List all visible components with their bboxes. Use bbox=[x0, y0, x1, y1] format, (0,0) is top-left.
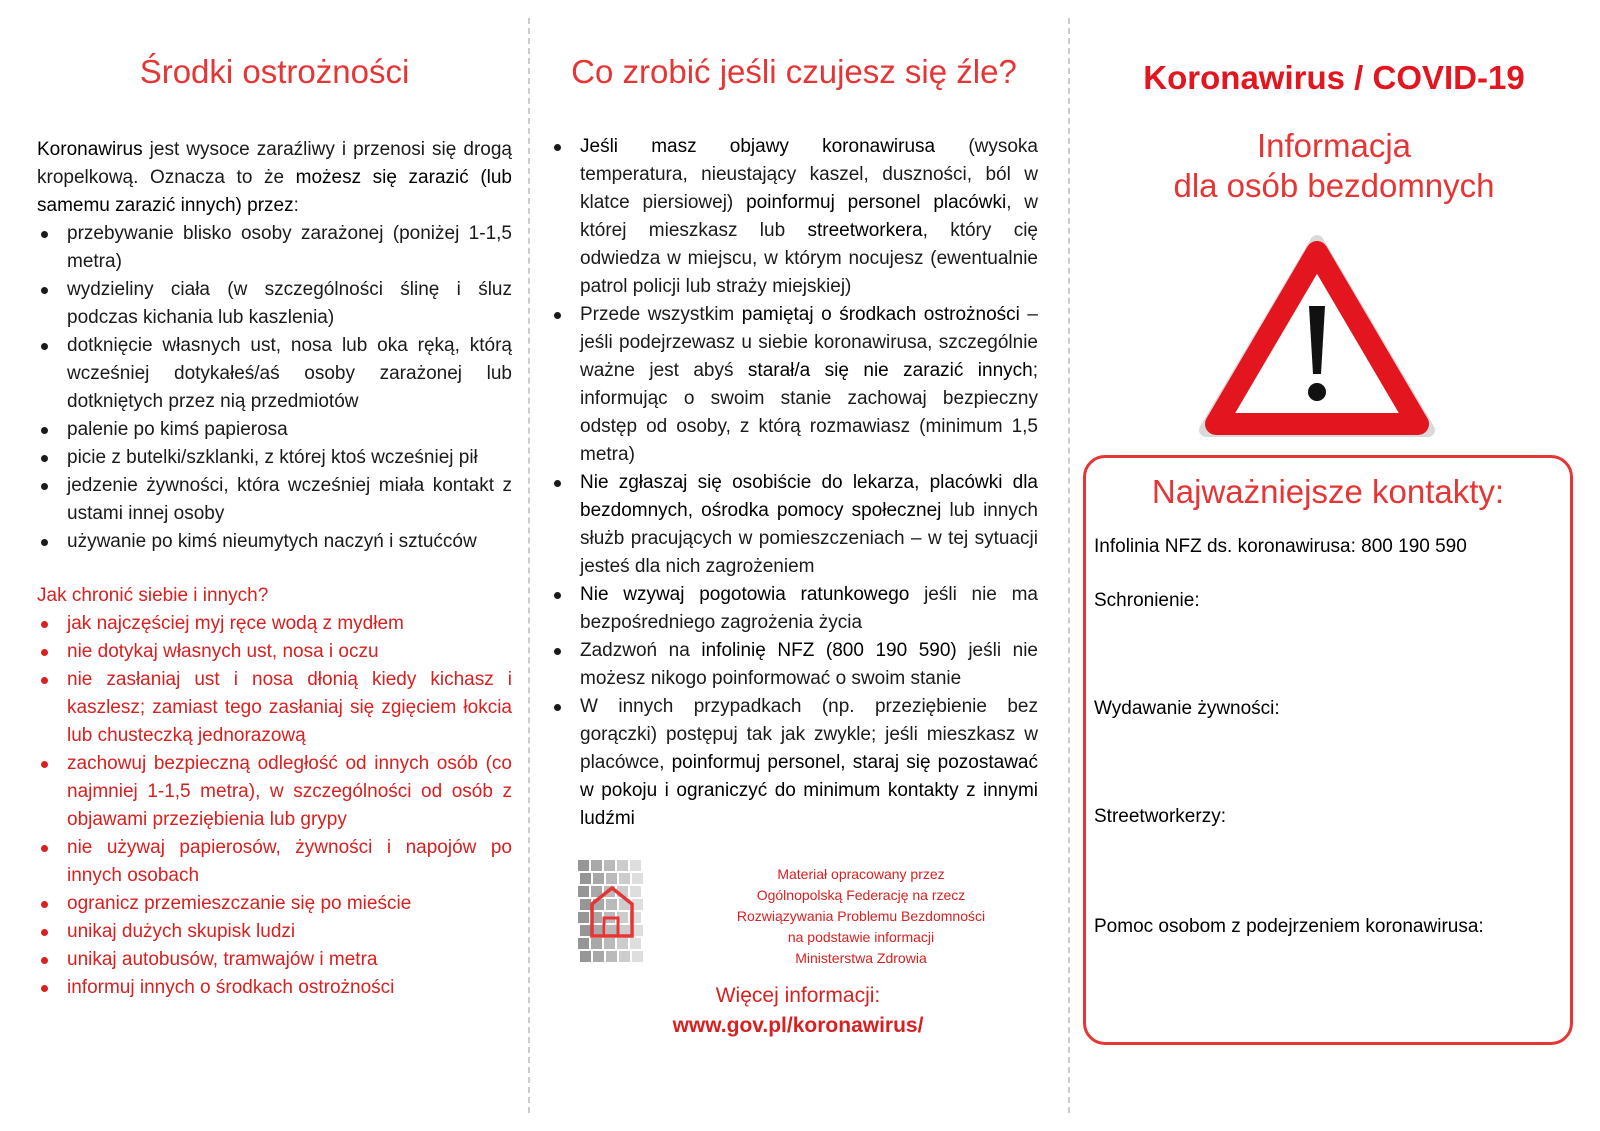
logo-tile bbox=[617, 860, 628, 871]
risk-item: przebywanie blisko osoby zarażonej (poniżej 1-1,5 metra) bbox=[37, 220, 512, 276]
text-run: : bbox=[293, 195, 299, 216]
logo-tile bbox=[632, 951, 643, 962]
contact-line: Infolinia NFZ ds. koronawirusa: 800 190 590 bbox=[1094, 536, 1467, 557]
emphasis-text: starał/a się nie zarazić innych bbox=[747, 360, 1033, 381]
protect-item: zachowuj bezpieczną odległość od innych osób (co najmniej 1-1,5 metra), w szczególności od osób z objawami przeziębienia lub grypy bbox=[37, 750, 512, 834]
protect-item: ogranicz przemieszczanie się po mieście bbox=[37, 890, 512, 918]
logo-tile bbox=[606, 951, 617, 962]
protect-item: nie używaj papierosów, żywności i napojów po innych osobach bbox=[37, 834, 512, 890]
logo-tile bbox=[580, 873, 591, 884]
step-item bbox=[550, 133, 1038, 301]
protect-item: unikaj dużych skupisk ludzi bbox=[37, 918, 512, 946]
logo-tile bbox=[630, 886, 641, 897]
text-run: jeśli nie ma bezpośredniego zagrożenia życia bbox=[580, 584, 1038, 633]
emphasis-text: możesz się zarazić (lub samemu zarazić innych) przez bbox=[37, 167, 512, 216]
step-item bbox=[550, 693, 1038, 833]
logo-tile bbox=[630, 860, 641, 871]
logo-tile bbox=[580, 925, 591, 936]
logo-tile bbox=[593, 951, 604, 962]
emphasis-text: Jeśli masz objawy koronawirusa bbox=[580, 136, 936, 157]
credit-text bbox=[716, 864, 1006, 969]
precautions-title: Środki ostrożności bbox=[139, 53, 410, 90]
risk-item: używanie po kimś nieumytych naczyń i sztućców bbox=[37, 528, 512, 556]
logo-tile bbox=[578, 938, 589, 949]
logo-tile bbox=[580, 951, 591, 962]
emphasis-text: Nie wzywaj pogotowia ratunkowego bbox=[580, 584, 910, 605]
more-info-url[interactable]: www.gov.pl/koronawirus/ bbox=[672, 1014, 924, 1037]
what-to-do-title: Co zrobić jeśli czujesz się źle? bbox=[571, 53, 1017, 90]
intro-paragraph bbox=[37, 136, 512, 220]
more-info-label: Więcej informacji: bbox=[715, 984, 881, 1007]
emphasis-text: pamiętaj o środkach ostrożności bbox=[741, 304, 1020, 325]
logo-tile bbox=[619, 951, 630, 962]
emphasis-text: streetworkera bbox=[807, 220, 923, 241]
contacts-title: Najważniejsze kontakty: bbox=[1151, 473, 1505, 510]
logo-tile bbox=[632, 873, 643, 884]
credit-line: Rozwiązywania Problemu Bezdomności bbox=[736, 908, 986, 924]
warning-triangle-icon bbox=[1198, 234, 1436, 444]
protect-item: informuj innych o środkach ostrożności bbox=[37, 974, 512, 1002]
federation-logo bbox=[574, 858, 648, 966]
contact-line: Pomoc osobom z podejrzeniem koronawirusa: bbox=[1094, 916, 1484, 937]
risk-item: wydzieliny ciała (w szczególności ślinę i śluz podczas kichania lub kaszlenia) bbox=[37, 276, 512, 332]
logo-tile bbox=[619, 873, 630, 884]
text-run: jeśli nie możesz nikogo poinformować o swoim stanie bbox=[580, 640, 1038, 689]
risk-item: picie z butelki/szklanki, z której ktoś wcześniej pił bbox=[37, 444, 512, 472]
subtitle bbox=[1068, 126, 1600, 206]
protect-item: jak najczęściej myj ręce wodą z mydłem bbox=[37, 610, 512, 638]
step-item bbox=[550, 637, 1038, 693]
risk-item: palenie po kimś papierosa bbox=[37, 416, 512, 444]
logo-tile bbox=[591, 860, 602, 871]
text-run: W innych przypadkach (np. przeziębienie bez gorączki) postępuj tak jak zwykle; jeśli mieszkasz w placówce, bbox=[580, 696, 1038, 773]
step-item bbox=[550, 581, 1038, 637]
text-run: ; informując o swoim stanie zachowaj bezpieczny odstęp od osoby, z którą rozmawiasz (minimum 1,5 metra) bbox=[580, 360, 1038, 465]
logo-tile bbox=[617, 938, 628, 949]
logo-tile bbox=[630, 938, 641, 949]
emphasis-text: poinformuj personel placówki bbox=[746, 192, 1007, 213]
what-to-do-column bbox=[528, 0, 1068, 1131]
logo-tile bbox=[593, 873, 604, 884]
contact-line: Wydawanie żywności: bbox=[1094, 698, 1280, 719]
credit-line: Materiał opracowany przez bbox=[777, 866, 945, 882]
protect-list bbox=[37, 610, 512, 1002]
protect-item: nie zasłaniaj ust i nosa dłonią kiedy kichasz i kaszlesz; zamiast tego zasłaniaj się zgięciem łokcia lub chusteczką jednorazową bbox=[37, 666, 512, 750]
text-run: , w której mieszkasz lub bbox=[580, 192, 1039, 241]
credit-line: na podstawie informacji bbox=[787, 929, 935, 945]
logo-tile bbox=[604, 938, 615, 949]
logo-tile bbox=[580, 899, 591, 910]
emphasis-text: Nie zgłaszaj się osobiście do lekarza, placówki dla bezdomnych, ośrodka pomocy społecznej bbox=[580, 472, 1038, 521]
logo-tile bbox=[606, 873, 617, 884]
logo-tile bbox=[606, 899, 617, 910]
precautions-column bbox=[0, 0, 528, 1131]
emphasis-text: infolinię NFZ (800 190 590) bbox=[701, 640, 957, 661]
step-item bbox=[550, 469, 1038, 581]
risk-item: dotknięcie własnych ust, nosa lub oka ręką, którą wcześniej dotykałeś/aś osoby zarażonej lub dotkniętych przez nią przedmiotów bbox=[37, 332, 512, 416]
steps-list bbox=[550, 133, 1038, 833]
logo-tile bbox=[604, 860, 615, 871]
text-run: – jeśli podejrzewasz u siebie koronawirusa, szczególnie ważne jest abyś bbox=[580, 304, 1038, 381]
protect-heading: Jak chronić siebie i innych? bbox=[37, 585, 269, 606]
text-run: Zadzwoń na bbox=[580, 640, 702, 661]
contact-line: Schronienie: bbox=[1094, 590, 1200, 611]
risk-list bbox=[37, 220, 512, 556]
text-run: , który cię odwiedza w miejscu, w którym nocujesz (ewentualnie patrol policji lub straży miejskiej) bbox=[580, 220, 1038, 297]
subtitle-line-2: dla osób bezdomnych bbox=[1173, 167, 1495, 204]
emphasis-text: poinformuj personel, staraj się pozostawać w pokoju i ograniczyć do minimum kontakty z innymi ludźmi bbox=[580, 752, 1038, 829]
emphasis-text: Koronawirus bbox=[37, 139, 143, 160]
text-run: jest wysoce zaraźliwy i przenosi się drogą kropelkową. Oznacza to że bbox=[37, 139, 512, 188]
cover-column bbox=[1068, 0, 1600, 1131]
protect-item: nie dotykaj własnych ust, nosa i oczu bbox=[37, 638, 512, 666]
credit-line: Ogólnopolską Federację na rzecz bbox=[756, 887, 966, 903]
text-run: (wysoka temperatura, nieustający kaszel, duszności, ból w klatce piersiowej) bbox=[580, 136, 1038, 213]
credit-line: Ministerstwa Zdrowia bbox=[795, 950, 927, 966]
logo-tile bbox=[578, 912, 589, 923]
contacts-box bbox=[1083, 455, 1573, 1045]
logo-tile bbox=[578, 860, 589, 871]
contact-line: Streetworkerzy: bbox=[1094, 806, 1226, 827]
brand-title: Koronawirus / COVID-19 bbox=[1143, 59, 1525, 96]
risk-item: jedzenie żywności, która wcześniej miała kontakt z ustami innej osoby bbox=[37, 472, 512, 528]
subtitle-line-1: Informacja bbox=[1256, 127, 1412, 164]
text-run: Przede wszystkim bbox=[580, 304, 742, 325]
protect-item: unikaj autobusów, tramwajów i metra bbox=[37, 946, 512, 974]
step-item bbox=[550, 301, 1038, 469]
text-run: lub innych służb pracujących w pomieszczeniach – w tej sytuacji jesteś dla nich zagrożeniem bbox=[580, 500, 1038, 577]
logo-tile bbox=[591, 938, 602, 949]
logo-tile bbox=[578, 886, 589, 897]
